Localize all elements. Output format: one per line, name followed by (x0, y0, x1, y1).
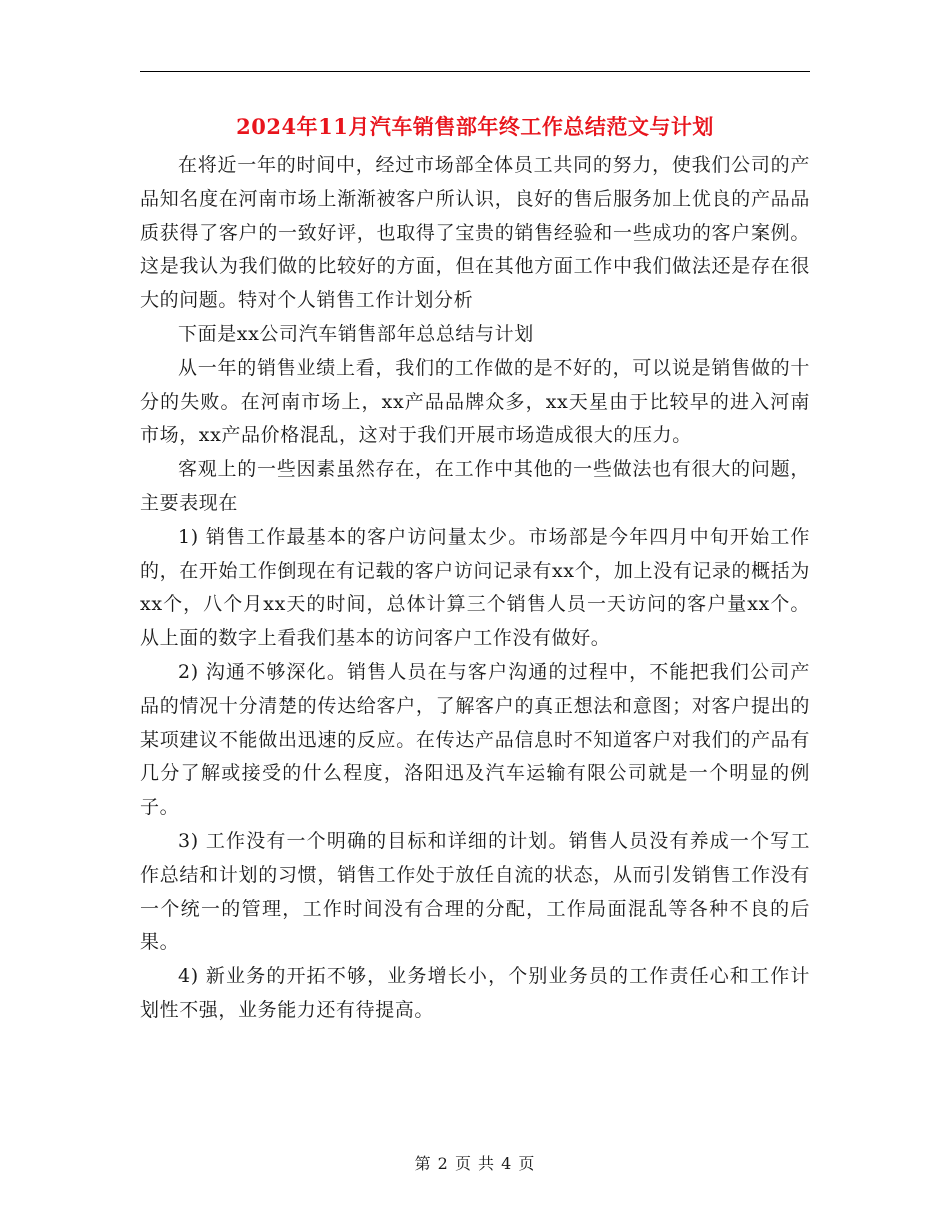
page-number-footer: 第 2 页 共 4 页 (414, 1154, 536, 1173)
paragraph-sales-review: 从一年的销售业绩上看，我们的工作做的是不好的，可以说是销售做的十分的失败。在河南市场上，xx产品品牌众多，xx天星由于比较早的进入河南市场，xx产品价格混乱，这对于我们开展市场造成很大的压力。 (140, 356, 810, 447)
paragraph-lead: 下面是xx公司汽车销售部年总总结与计划 (178, 322, 534, 345)
paragraph-item-3: 3) 工作没有一个明确的目标和详细的计划。销售人员没有养成一个写工作总结和计划的习惯，销售工作处于放任自流的状态，从而引发销售工作没有一个统一的管理，工作时间没有合理的分配，工作局面混乱等各种不良的后果。 (140, 829, 810, 954)
document-body (140, 149, 810, 1028)
paragraph-item-2: 2) 沟通不够深化。销售人员在与客户沟通的过程中，不能把我们公司产品的情况十分清楚的传达给客户，了解客户的真正想法和意图；对客户提出的某项建议不能做出迅速的反应。在传达产品信息时不知道客户对我们的产品有几分了解或接受的什么程度，洛阳迅及汽车运输有限公司就是一个明显的例子。 (140, 660, 810, 819)
header-rule (140, 71, 810, 72)
paragraph-item-1: 1) 销售工作最基本的客户访问量太少。市场部是今年四月中旬开始工作的，在开始工作倒现在有记载的客户访问记录有xx个，加上没有记录的概括为xx个，八个月xx天的时间，总体计算三个销售人员一天访问的客户量xx个。从上面的数字上看我们基本的访问客户工作没有做好。 (140, 525, 810, 650)
paragraph-item-4: 4) 新业务的开拓不够，业务增长小，个别业务员的工作责任心和工作计划性不强，业务能力还有待提高。 (140, 965, 810, 1021)
paragraph-problems-intro: 客观上的一些因素虽然存在，在工作中其他的一些做法也有很大的问题，主要表现在 (140, 458, 810, 514)
paragraph-intro: 在将近一年的时间中，经过市场部全体员工共同的努力，使我们公司的产品知名度在河南市场上渐渐被客户所认识，良好的售后服务加上优良的产品品质获得了客户的一致好评，也取得了宝贵的销售经验和一些成功的客户案例。这是我认为我们做的比较好的方面，但在其他方面工作中我们做法还是存在很大的问题。特对个人销售工作计划分析 (140, 154, 810, 312)
document-title: 2024年11月汽车销售部年终工作总结范文与计划 (236, 114, 714, 139)
